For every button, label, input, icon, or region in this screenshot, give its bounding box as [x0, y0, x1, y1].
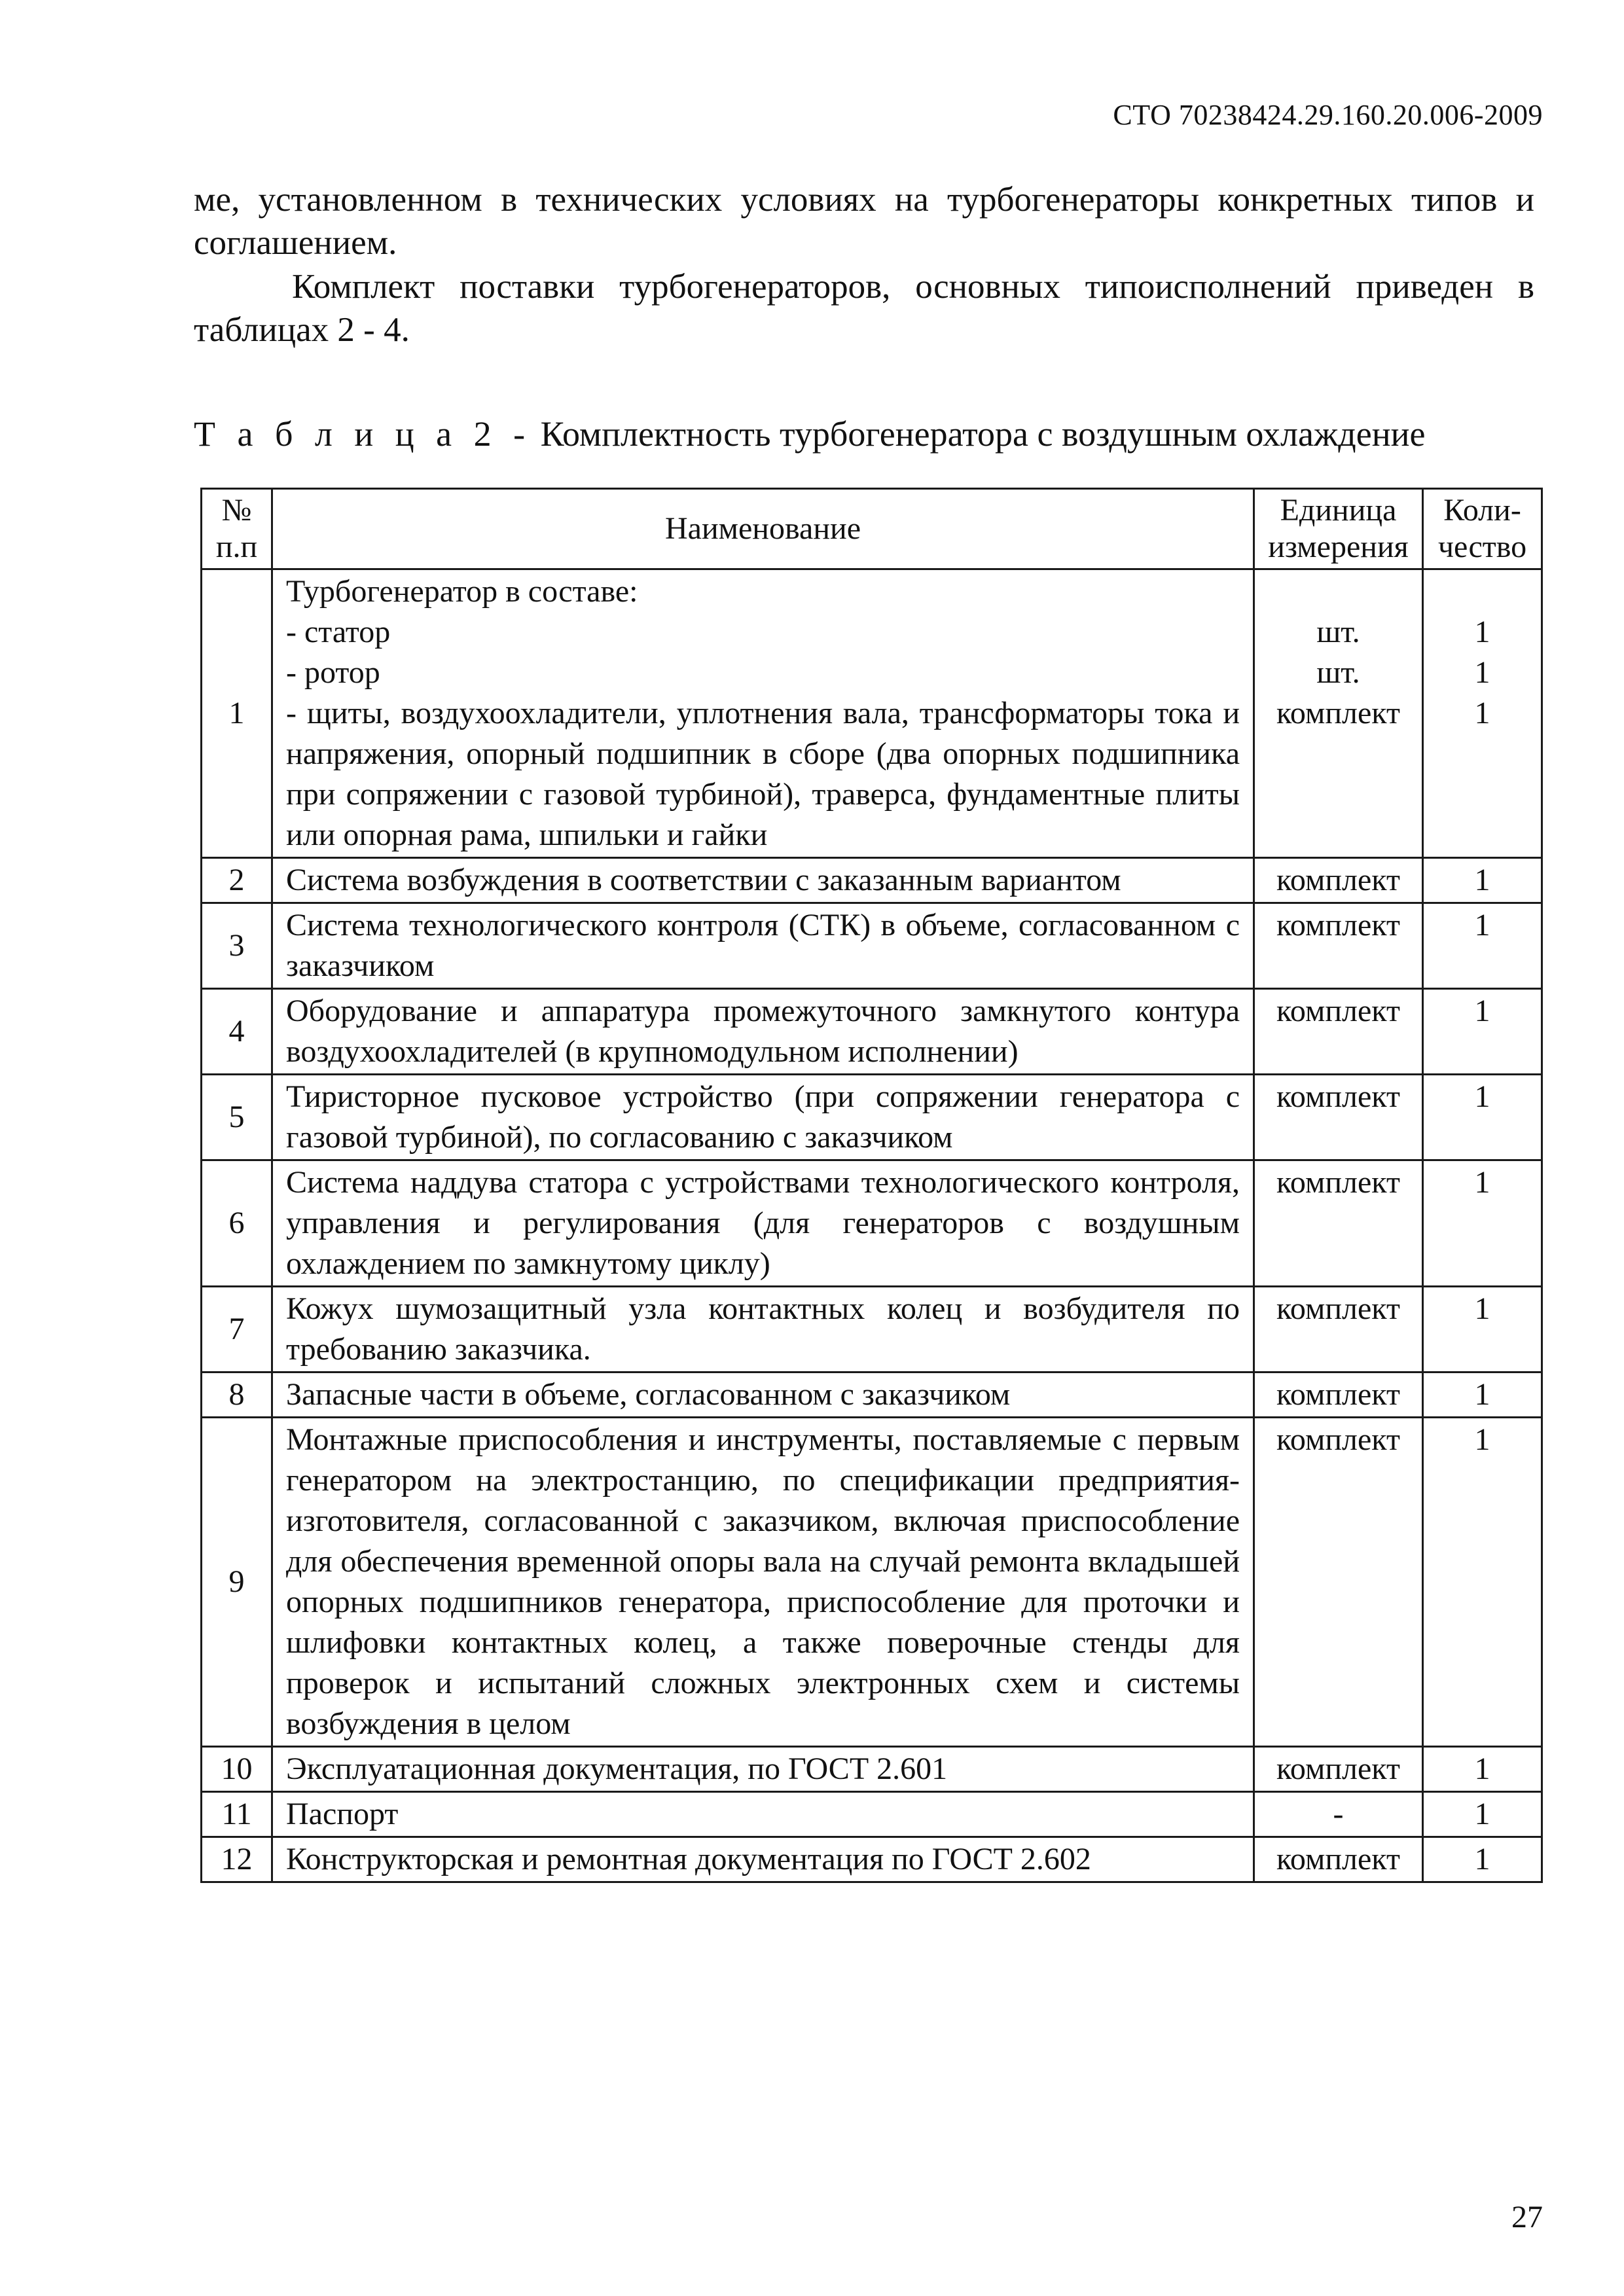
row-name: Тиристорное пусковое устройство (при сопряжении генератора с газовой турбиной), по согласованию с заказчиком — [272, 1075, 1254, 1160]
row-unit: комплект — [1254, 903, 1423, 989]
row-quantity: 1 — [1423, 1372, 1542, 1418]
table-row — [202, 1372, 1542, 1418]
header-unit-line1: Единица — [1280, 493, 1397, 528]
row-number: 3 — [202, 903, 272, 989]
row-number: 12 — [202, 1837, 272, 1882]
row-unit: комплект — [1254, 1372, 1423, 1418]
row-quantity: 1 — [1423, 1160, 1542, 1287]
row-name: Паспорт — [272, 1792, 1254, 1837]
row-unit — [1254, 569, 1423, 858]
page-number: 27 — [1511, 2200, 1543, 2234]
table-header-row — [202, 489, 1542, 569]
row-number: 7 — [202, 1287, 272, 1372]
header-number-line1: № — [221, 493, 252, 528]
row-name: Эксплуатационная документация, по ГОСТ 2.601 — [272, 1747, 1254, 1792]
row-unit: комплект — [1254, 1160, 1423, 1287]
row-number: 2 — [202, 858, 272, 903]
row-unit: комплект — [1254, 858, 1423, 903]
table-row — [202, 1287, 1542, 1372]
row-name: Монтажные приспособления и инструменты, поставляемые с первым генератором на электростанцию, по спецификации предприятия-изготовителя, согласованной с заказчиком, включая приспособление для обеспечения временной опоры вала на случай ремонта вкладышей опорных подшипников генератора, приспособление для проточки и шлифовки контактных колец, а также поверочные стенды для проверок и испытаний сложных электронных схем и системы возбуждения в целом — [272, 1418, 1254, 1747]
header-unit-line2: измерения — [1268, 529, 1409, 564]
table-row — [202, 569, 1542, 858]
table-row — [202, 1747, 1542, 1792]
paragraph-delivery-set: Комплект поставки турбогенераторов, основных типоисполнений приведен в таблицах 2 - 4. — [194, 268, 1534, 349]
table-caption-title: Комплектность турбогенератора с воздушным охлаждение — [540, 414, 1426, 454]
row-subitem-name: - щиты, воздухоохладители, уплотнения вала, трансформаторы тока и напряжения, опорный подшипник в сборе (два опорных подшипника при сопряжении с газовой турбиной), траверса, фундаментные плиты или опорная рама, шпильки и гайки — [286, 696, 1240, 852]
paragraph-continuation: ме, установленном в технических условиях на турбогенераторы конкретных типов и соглашением. — [194, 181, 1534, 262]
row-quantity: 1 — [1423, 1837, 1542, 1882]
row-number: 11 — [202, 1792, 272, 1837]
header-name: Наименование — [272, 489, 1254, 569]
row-quantity: 1 — [1423, 1747, 1542, 1792]
completeness-table — [200, 488, 1543, 1883]
row-number: 5 — [202, 1075, 272, 1160]
header-number — [202, 489, 272, 569]
row-quantity — [1423, 569, 1542, 858]
row-quantity: 1 — [1423, 858, 1542, 903]
row-subitem-name: - статор — [286, 615, 391, 649]
header-unit — [1254, 489, 1423, 569]
row-quantity: 1 — [1423, 1418, 1542, 1747]
row-unit: комплект — [1254, 1287, 1423, 1372]
row-name: Оборудование и аппаратура промежуточного замкнутого контура воздухоохладителей (в крупномодульном исполнении) — [272, 989, 1254, 1075]
table-caption — [194, 414, 1425, 454]
table-caption-prefix: Т а б л и ц а 2 - — [194, 414, 532, 454]
row-name: Конструкторская и ремонтная документация по ГОСТ 2.602 — [272, 1837, 1254, 1882]
row-unit: комплект — [1254, 1837, 1423, 1882]
row-unit: - — [1254, 1792, 1423, 1837]
row-subitem-name: - ротор — [286, 655, 380, 690]
row-subitem-unit: шт. — [1316, 615, 1360, 649]
row-subitem-unit: шт. — [1316, 655, 1360, 690]
row-subitem-quantity: 1 — [1474, 655, 1490, 690]
table-row — [202, 858, 1542, 903]
row-unit: комплект — [1254, 989, 1423, 1075]
row-unit: комплект — [1254, 1747, 1423, 1792]
row-subitem-unit: комплект — [1276, 696, 1400, 730]
row-name: Система технологического контроля (СТК) в объеме, согласованном с заказчиком — [272, 903, 1254, 989]
row-number: 4 — [202, 989, 272, 1075]
row-name: Запасные части в объеме, согласованном с заказчиком — [272, 1372, 1254, 1418]
row-name: Система наддува статора с устройствами технологического контроля, управления и регулирования (для генераторов с воздушным охлаждением по замкнутому циклу) — [272, 1160, 1254, 1287]
document-code: СТО 70238424.29.160.20.006-2009 — [1113, 99, 1543, 131]
row-number: 10 — [202, 1747, 272, 1792]
row-number: 9 — [202, 1418, 272, 1747]
row-subitem-quantity: 1 — [1474, 696, 1490, 730]
row-name: Кожух шумозащитный узла контактных колец и возбудителя по требованию заказчика. — [272, 1287, 1254, 1372]
row-name: Система возбуждения в соответствии с заказанным вариантом — [272, 858, 1254, 903]
row-name-heading: Турбогенератор в составе: — [286, 574, 638, 609]
row-unit: комплект — [1254, 1075, 1423, 1160]
row-subitem-quantity: 1 — [1474, 615, 1490, 649]
row-quantity: 1 — [1423, 1075, 1542, 1160]
row-number: 8 — [202, 1372, 272, 1418]
table-row — [202, 1075, 1542, 1160]
header-quantity-line1: Коли- — [1443, 493, 1521, 528]
table-row — [202, 1792, 1542, 1837]
row-name — [272, 569, 1254, 858]
row-quantity: 1 — [1423, 1287, 1542, 1372]
table-row — [202, 903, 1542, 989]
row-quantity: 1 — [1423, 903, 1542, 989]
row-unit: комплект — [1254, 1418, 1423, 1747]
row-number: 1 — [202, 569, 272, 858]
header-quantity-line2: чество — [1437, 529, 1527, 564]
table-row — [202, 1160, 1542, 1287]
row-quantity: 1 — [1423, 1792, 1542, 1837]
row-quantity: 1 — [1423, 989, 1542, 1075]
table-row — [202, 1418, 1542, 1747]
row-number: 6 — [202, 1160, 272, 1287]
table-row — [202, 989, 1542, 1075]
header-number-line2: п.п — [215, 529, 258, 564]
table-row — [202, 1837, 1542, 1882]
header-quantity — [1423, 489, 1542, 569]
